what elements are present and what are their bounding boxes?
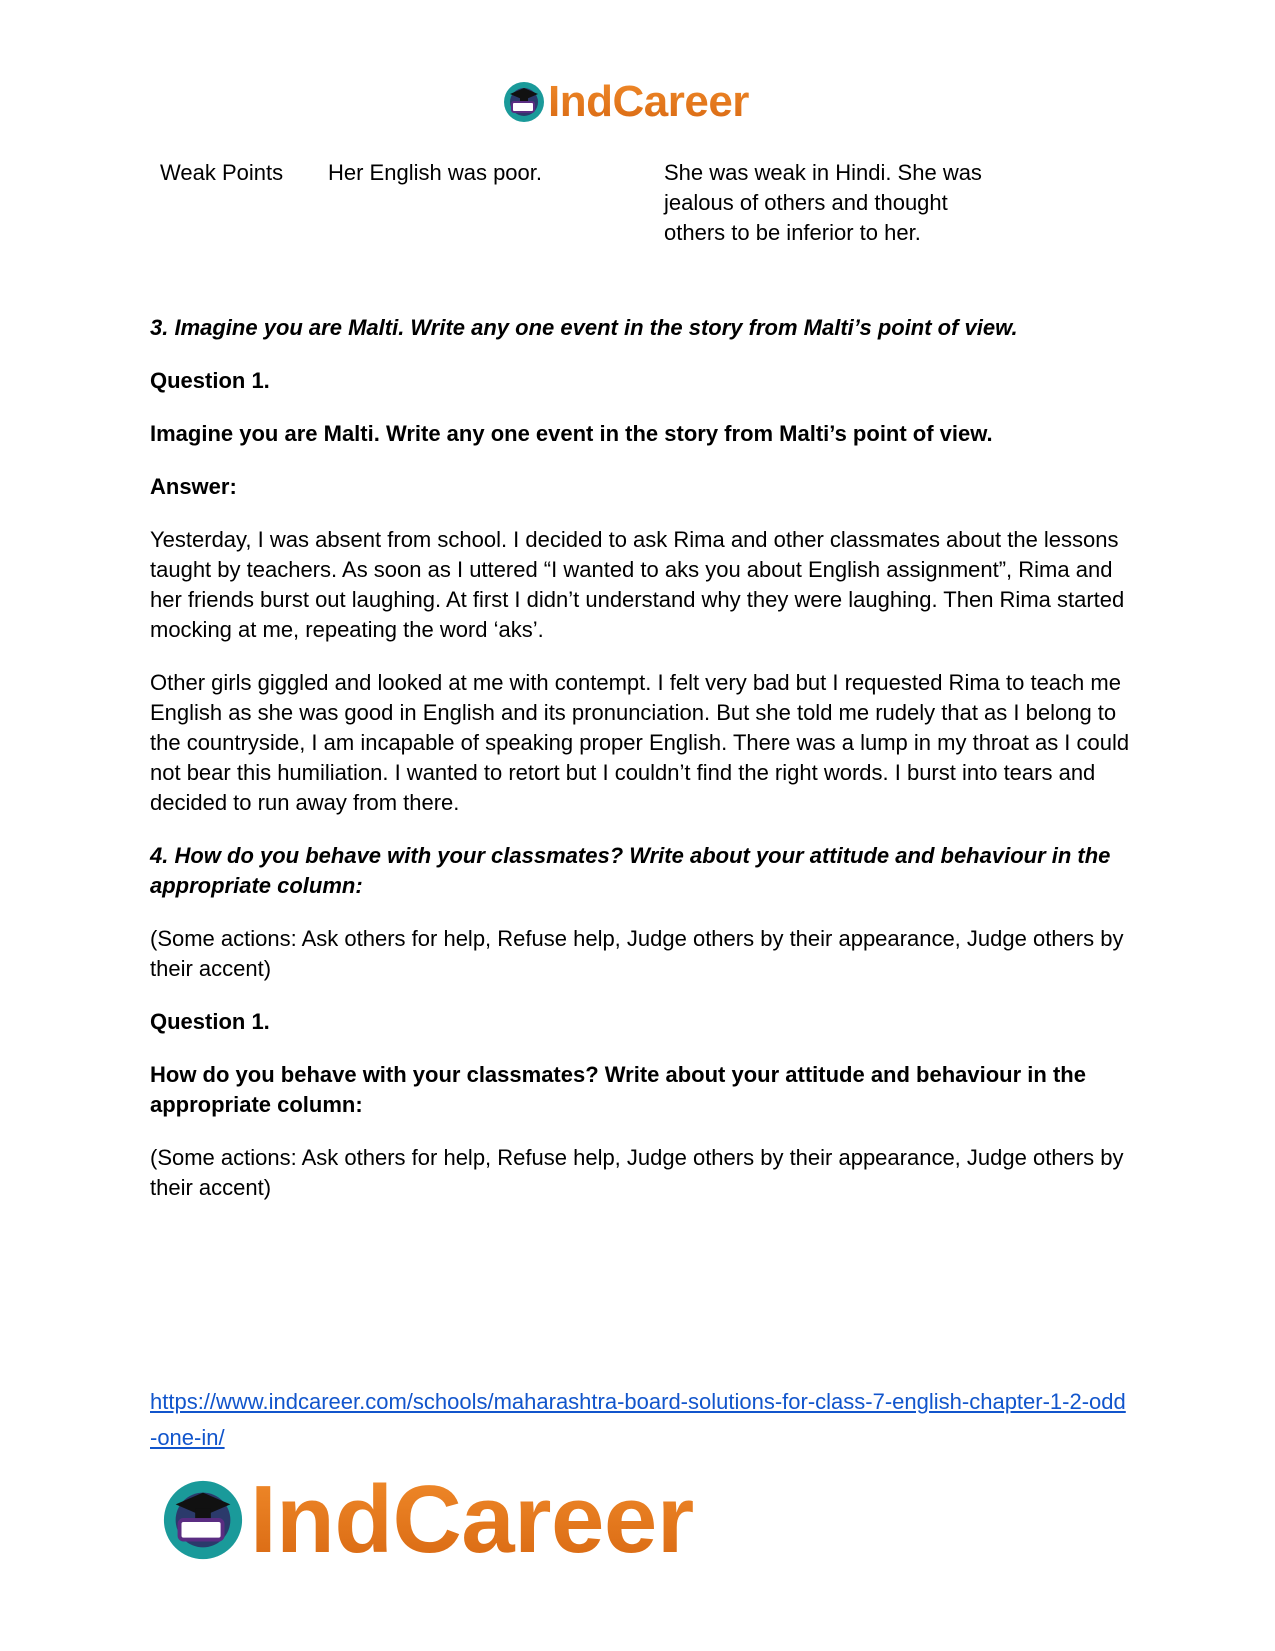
footer-logo [160,1466,694,1573]
graduation-book-icon [160,1477,246,1563]
source-link[interactable]: https://www.indcareer.com/schools/maharashtra-board-solutions-for-class-7-english-chapter-1-2-odd-one-in/ [150,1389,1126,1450]
answer-label: Answer: [150,474,237,499]
question-text: Imagine you are Malti. Write any one event in the story from Malti’s point of view. [150,421,993,446]
row-label: Weak Points [160,160,284,185]
cell-rima: Her English was poor. [328,160,542,185]
actions-note: (Some actions: Ask others for help, Refuse help, Judge others by their appearance, Judge others by their accent) [150,1145,1124,1200]
question-text: How do you behave with your classmates? Write about your attitude and behaviour in the appropriate column: [150,1062,1086,1117]
question-label: Question 1. [150,1009,270,1034]
main-content [150,313,1130,1203]
section3-heading: 3. Imagine you are Malti. Write any one event in the story from Malti’s point of view. [150,315,1018,340]
actions-note: (Some actions: Ask others for help, Refuse help, Judge others by their appearance, Judge others by their accent) [150,926,1124,981]
answer-paragraph: Other girls giggled and looked at me with contempt. I felt very bad but I requested Rima to teach me English as she was good in English and its pronunciation. But she told me rudely that as I belong to the countryside, I am incapable of speaking proper English. There was a lump in my throat as I could not bear this humiliation. I wanted to retort but I couldn’t find the right words. I burst into tears and decided to run away from there. [150,670,1130,815]
header-logo [502,78,749,126]
graduation-book-icon [502,80,546,124]
brand-name: IndCareer [548,77,749,126]
brand-name: IndCareer [250,1466,694,1573]
question-label: Question 1. [150,368,270,393]
section4-heading: 4. How do you behave with your classmates? Write about your attitude and behaviour in the appropriate column: [150,843,1111,898]
cell-malti: She was weak in Hindi. She was jealous of others and thought others to be inferior to her. [664,160,982,245]
answer-paragraph: Yesterday, I was absent from school. I decided to ask Rima and other classmates about the lessons taught by teachers. As soon as I uttered “I wanted to aks you about English assignment”, Rima and her friends burst out laughing. At first I didn’t understand why they were laughing. Then Rima started mocking at me, repeating the word ‘aks’. [150,527,1125,642]
